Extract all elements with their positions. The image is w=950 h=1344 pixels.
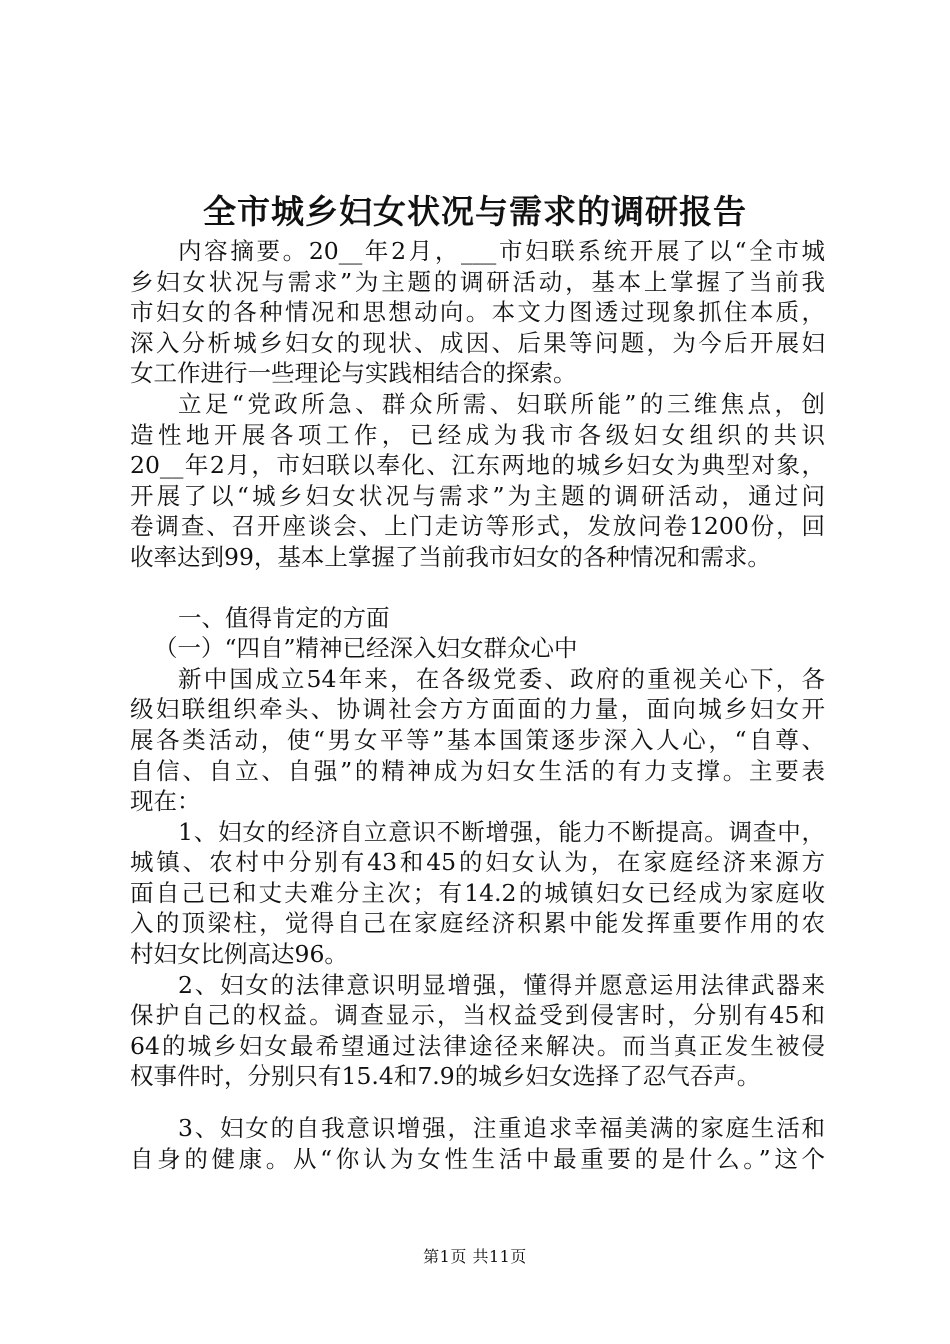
paragraph-line: 收率达到99，基本上掌握了当前我市妇女的各种情况和需求。 [130, 542, 771, 571]
paragraph-line: 现在： [130, 787, 201, 816]
paragraph-line: 20__年2月，市妇联以奉化、江东两地的城乡妇女为典型对象， [130, 451, 825, 480]
paragraph-line: 市妇女的各种情况和思想动向。本文力图透过现象抓住本质， [130, 298, 825, 327]
spacer [130, 573, 825, 603]
paragraph-line: 乡妇女状况与需求”为主题的调研活动，基本上掌握了当前我 [130, 267, 825, 296]
paragraph-line: 展各类活动，使“男女平等”基本国策逐步深入人心，“自尊、 [130, 725, 825, 754]
paragraph-line: 村妇女比例高达96。 [130, 940, 348, 969]
document-title: 全市城乡妇女状况与需求的调研报告 [203, 192, 747, 231]
paragraph-line: 立足“党政所急、群众所需、妇联所能”的三维焦点，创 [178, 389, 825, 418]
spacer [130, 1092, 825, 1113]
paragraph-line: 1、妇女的经济自立意识不断增强，能力不断提高。调查中， [178, 817, 825, 846]
paragraph-line: 面自己已和丈夫难分主次；有14.2的城镇妇女已经成为家庭收 [130, 878, 825, 907]
paragraph-line: 入的顶梁柱，觉得自己在家庭经济积累中能发挥重要作用的农 [130, 909, 825, 938]
paragraph-line: 内容摘要。20__年2月，___市妇联系统开展了以“全市城 [178, 237, 825, 265]
paragraph-line: 城镇、农村中分别有43和45的妇女认为，在家庭经济来源方 [130, 848, 825, 877]
paragraph-line: 权事件时，分别只有15.4和7.9的城乡妇女选择了忍气吞声。 [130, 1062, 761, 1091]
paragraph-line: 女工作进行一些理论与实践相结合的探索。 [130, 359, 577, 388]
paragraph-line: 64的城乡妇女最希望通过法律途径来解决。而当真正发生被侵 [130, 1031, 825, 1060]
paragraph-line: 2、妇女的法律意识明显增强，懂得并愿意运用法律武器来 [178, 970, 825, 999]
paragraph-line: 卷调查、召开座谈会、上门走访等形式，发放问卷1200份，回 [130, 512, 825, 541]
paragraph-line: 深入分析城乡妇女的现状、成因、后果等问题，为今后开展妇 [130, 328, 825, 357]
paragraph-line: 保护自己的权益。调查显示，当权益受到侵害时，分别有45和 [130, 1001, 825, 1030]
section-heading: 一、值得肯定的方面 [178, 603, 390, 632]
paragraph-line: 开展了以“城乡妇女状况与需求”为主题的调研活动，通过问 [130, 481, 825, 510]
document-body [130, 236, 825, 1174]
subsection-heading: （一）“四自”精神已经深入妇女群众心中 [154, 634, 578, 663]
paragraph-line: 3、妇女的自我意识增强，注重追求幸福美满的家庭生活和 [178, 1114, 825, 1143]
paragraph-line: 级妇联组织牵头、协调社会方方面面的力量，面向城乡妇女开 [130, 695, 825, 724]
paragraph-line: 新中国成立54年来，在各级党委、政府的重视关心下，各 [178, 664, 825, 693]
paragraph-line: 造性地开展各项工作，已经成为我市各级妇女组织的共识 [130, 420, 825, 449]
paragraph-line: 自信、自立、自强”的精神成为妇女生活的有力支撑。主要表 [130, 756, 825, 785]
page-number-footer: 第1页 共11页 [423, 1247, 527, 1266]
paragraph-line: 自身的健康。从“你认为女性生活中最重要的是什么。”这个 [130, 1144, 825, 1173]
